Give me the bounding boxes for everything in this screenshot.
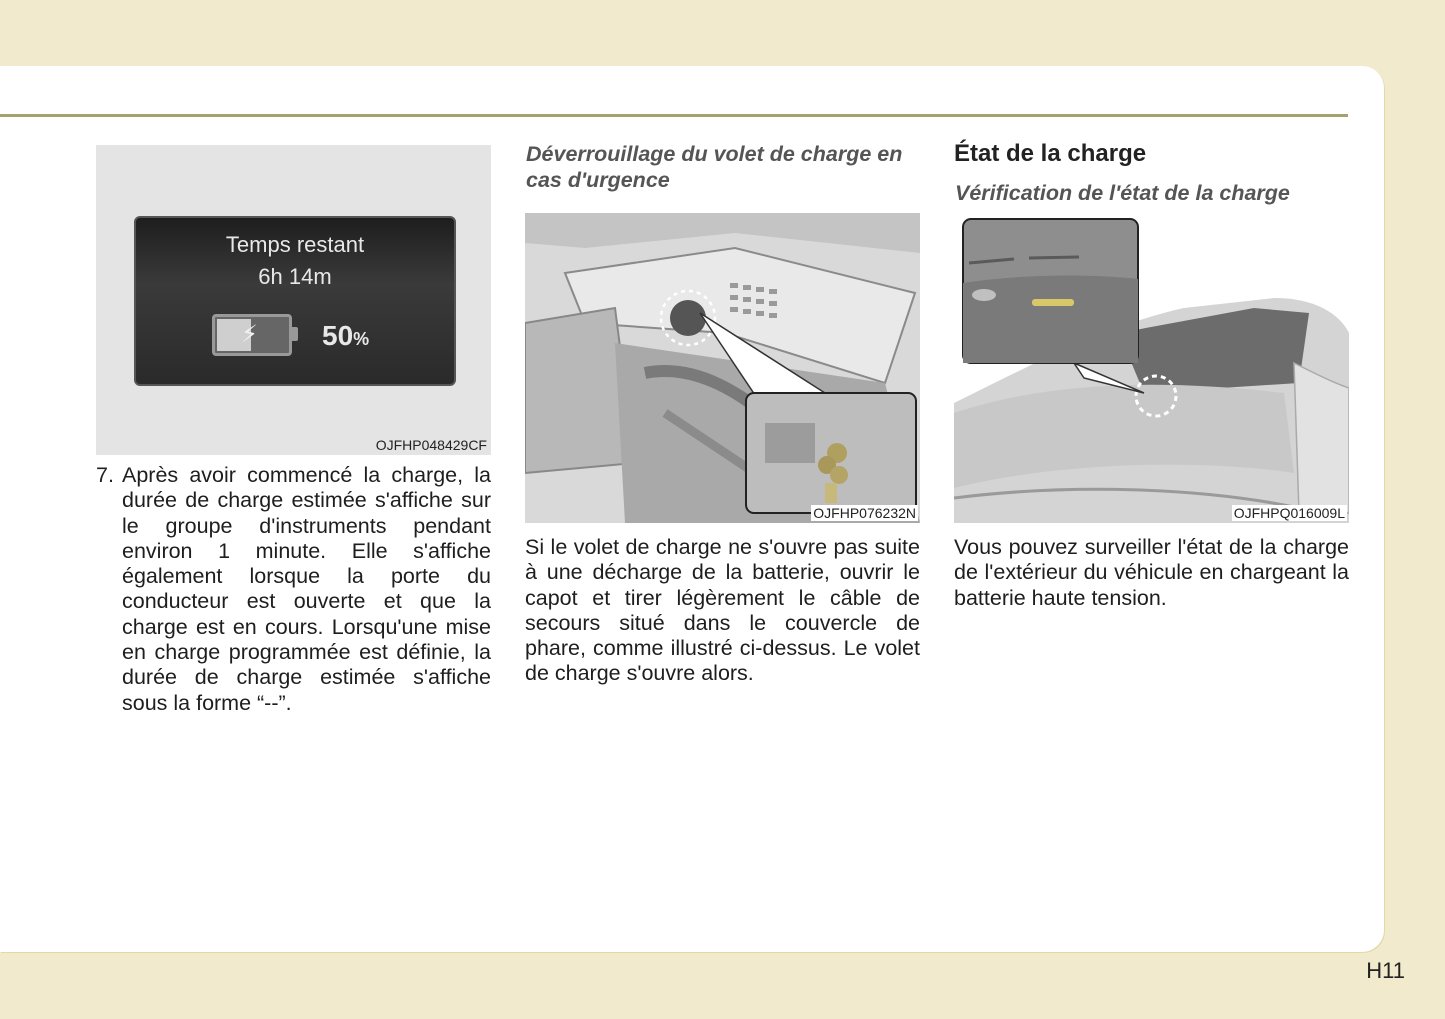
- charge-state-text: Vous pouvez surveiller l'état de la charge de l'extérieur du véhicule en chargeant la batterie haute tension.: [954, 535, 1349, 610]
- display-title: Temps restant: [225, 232, 365, 257]
- display-percent: 50%: [322, 320, 370, 351]
- item-text: Après avoir commencé la charge, la durée de charge estimée s'affiche sur le groupe d'instruments pendant environ 1 minute. Elle s'affiche également lorsque la porte du conducteur est ouverte et que la charge est en cours. Lorsqu'une mise en charge programmée est définie, la durée de charge estimée s'affiche sous la forme “--”.: [122, 463, 491, 715]
- lightning-icon: ⚡: [241, 321, 258, 348]
- emergency-unlock-text: Si le volet de charge ne s'ouvre pas suite à une décharge de la batterie, ouvrir le capot et tirer légèrement le câble de secours situé dans le couvercle de phare, comme illustré ci-dessus. Le volet de charge s'ouvre alors.: [525, 535, 920, 686]
- subheading-charge-check: Vérification de l'état de la charge: [955, 181, 1290, 205]
- figure-engine-bay: [525, 213, 920, 523]
- engine-illustration: [525, 213, 920, 523]
- display-time: 6h 14m: [258, 264, 332, 289]
- heading-charge-state: État de la charge: [954, 140, 1147, 167]
- subheading-emergency-unlock: Déverrouillage du volet de charge en cas d'urgence: [526, 142, 903, 192]
- figure-code: OJFHP076232N: [813, 505, 916, 521]
- header-rule: [0, 114, 1348, 117]
- car-illustration: [954, 213, 1349, 523]
- battery-icon: [212, 314, 292, 356]
- instrument-display: [134, 216, 456, 386]
- item-number: 7.: [96, 463, 114, 487]
- figure-dashboard: [96, 145, 491, 455]
- page-number: H11: [1366, 958, 1405, 983]
- figure-car-front: [954, 213, 1349, 523]
- figure-code: OJFHP048429CF: [375, 437, 487, 453]
- figure-code: OJFHPQ016009L: [1233, 505, 1345, 521]
